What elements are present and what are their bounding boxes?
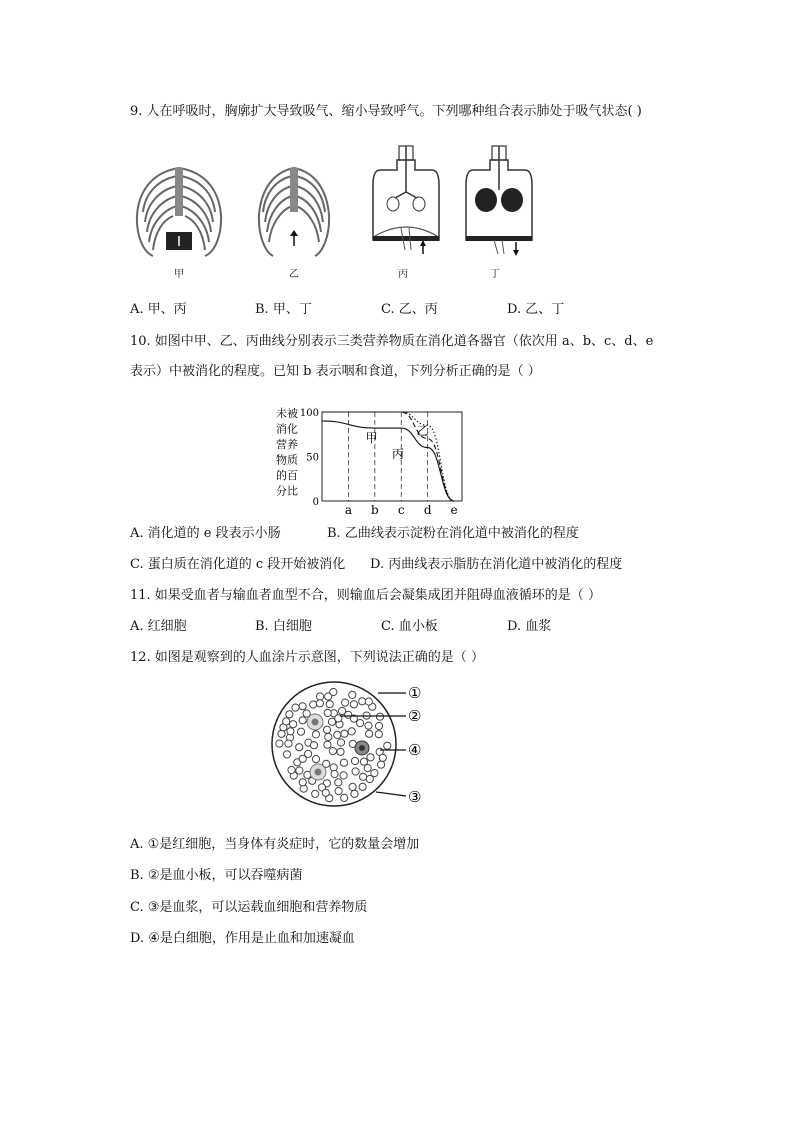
red-blood-cell [326,701,333,708]
red-blood-cell [352,768,359,775]
label-3: ③ [408,788,422,806]
red-blood-cell [310,701,317,708]
red-blood-cell [360,773,367,780]
xtick-label: c [397,503,405,517]
red-blood-cell [297,728,304,735]
red-blood-cell [328,718,335,725]
red-blood-cell [329,748,336,755]
red-blood-cell [324,741,331,748]
ylabel-line: 未被 [276,407,298,420]
ylabel-line: 物质 [276,453,298,467]
red-blood-cell [276,740,283,747]
red-blood-cell [324,709,331,716]
q12-option-a[interactable]: A. ①是红细胞，当身体有炎症时，它的数量会增加 [130,837,420,852]
red-blood-cell [299,717,306,724]
red-blood-cell [341,794,348,801]
q11-stem: 11. 如果受血者与输血者血型不合，则输血后会凝集成团并阻碍血液循环的是（ ） [130,588,601,603]
red-blood-cell [357,720,364,727]
caption-yi: 乙 [289,269,299,280]
caption-ding: 丁 [490,269,500,280]
q12-option-c[interactable]: C. ③是血浆，可以运载血细胞和营养物质 [130,900,368,915]
series-label-乙: 乙 [416,423,429,438]
q9-option-b[interactable]: B. 甲、丁 [255,302,312,317]
caption-bing: 丙 [398,269,408,280]
red-blood-cell [366,775,373,782]
red-blood-cell [345,711,352,718]
label-1: ① [408,684,422,702]
red-blood-cell [334,731,341,738]
red-blood-cell [351,790,358,797]
q12-option-d[interactable]: D. ④是白细胞，作用是止血和加速凝血 [130,931,355,946]
red-blood-cell [375,722,382,729]
red-blood-cell [316,700,323,707]
ylabel-line: 分比 [276,484,298,498]
series-label-丙: 丙 [392,447,405,462]
red-blood-cell [288,766,295,773]
red-blood-cell [312,790,319,797]
q9-stem: 9. 人在呼吸时，胸廓扩大导致吸气、缩小导致呼气。下列哪种组合表示肺处于吸气状态( ) [130,104,642,119]
q9-option-d[interactable]: D. 乙、丁 [507,302,565,317]
q10-option-a[interactable]: A. 消化道的 e 段表示小肠 [130,526,281,541]
ribcage-figure-jia [133,160,225,260]
q10-stem-line2: 表示）中被消化的程度。已知 b 表示咽和食道，下列分析正确的是（ ） [130,364,541,379]
red-blood-cell [331,770,338,777]
red-blood-cell [342,699,349,706]
xtick-label: b [370,503,379,517]
red-blood-cell [286,711,293,718]
red-blood-cell [341,730,348,737]
red-blood-cell [365,722,372,729]
q10-option-c[interactable]: C. 蛋白质在消化道的 c 段开始被消化 [130,557,346,572]
q9-option-a[interactable]: A. 甲、丙 [130,302,187,317]
digestion-chart [270,403,470,519]
ylabel-line: 消化 [276,422,298,436]
red-blood-cell [364,765,371,772]
red-blood-cell [337,739,344,746]
blood-smear-figure [268,676,438,814]
red-blood-cell [299,703,306,710]
xtick-label: e [450,503,458,517]
red-blood-cell [322,789,329,796]
red-blood-cell [305,750,312,757]
red-blood-cell [337,748,344,755]
q12-stem: 12. 如图是观察到的人血涂片示意图，下列说法正确的是（ ） [130,650,484,665]
ytick-label: 100 [299,408,319,419]
series-line-丙 [322,412,454,501]
red-blood-cell [296,744,303,751]
ytick-label: 0 [312,497,319,508]
red-blood-cell [366,730,373,737]
ylabel-line: 营养 [276,438,298,451]
red-blood-cell [292,704,299,711]
red-blood-cell [283,751,290,758]
red-blood-cell [287,728,294,735]
red-blood-cell [349,691,356,698]
q11-option-c[interactable]: C. 血小板 [381,619,438,634]
ylabel-line: 的百 [276,469,298,482]
red-blood-cell [283,718,290,725]
ytick-label: 50 [306,452,319,464]
caption-jia: 甲 [174,269,184,280]
q9-option-c[interactable]: C. 乙、丙 [381,302,438,317]
red-blood-cell [317,693,324,700]
q11-option-b[interactable]: B. 白细胞 [255,619,312,634]
red-blood-cell [299,779,306,786]
red-blood-cell [285,740,292,747]
red-blood-cell [335,779,342,786]
label-4: ④ [408,741,422,759]
q10-option-d[interactable]: D. 丙曲线表示脂肪在消化道中被消化的程度 [370,557,623,572]
red-blood-cell [384,742,391,749]
series-label-甲: 甲 [365,430,378,445]
red-blood-cell [359,783,366,790]
red-blood-cell [340,772,347,779]
q11-option-d[interactable]: D. 血浆 [507,619,552,634]
q12-option-b[interactable]: B. ②是血小板，可以吞噬病菌 [130,868,303,883]
red-blood-cell [312,756,319,763]
red-blood-cell [365,698,372,705]
red-blood-cell [351,757,358,764]
red-blood-cell [312,731,319,738]
red-blood-cell [376,713,383,720]
q10-stem-line1: 10. 如图中甲、乙、丙曲线分别表示三类营养物质在消化道各器官（依次用 a、b、c、d、e [130,334,654,349]
red-blood-cell [378,761,385,768]
red-blood-cell [290,721,297,728]
red-blood-cell [335,788,342,795]
red-blood-cell [375,731,382,738]
xtick-label: d [423,503,432,517]
red-blood-cell [310,742,317,749]
bell-jar-figure-bing [365,140,450,265]
q11-option-a[interactable]: A. 红细胞 [130,619,187,634]
red-blood-cell [323,726,330,733]
xtick-label: a [344,503,352,517]
label-2: ② [408,707,422,725]
red-blood-cell [349,783,356,790]
red-blood-cell [296,767,303,774]
red-blood-cell [367,754,374,761]
q10-option-b[interactable]: B. 乙曲线表示淀粉在消化道中被消化的程度 [327,526,579,541]
bell-jar-figure-ding [458,140,543,265]
red-blood-cell [350,701,357,708]
red-blood-cell [325,733,332,740]
red-blood-cell [340,759,347,766]
red-blood-cell [379,754,386,761]
red-blood-cell [348,728,355,735]
red-blood-cell [330,688,337,695]
series-line-乙 [322,412,454,501]
ribcage-figure-yi [255,160,333,260]
